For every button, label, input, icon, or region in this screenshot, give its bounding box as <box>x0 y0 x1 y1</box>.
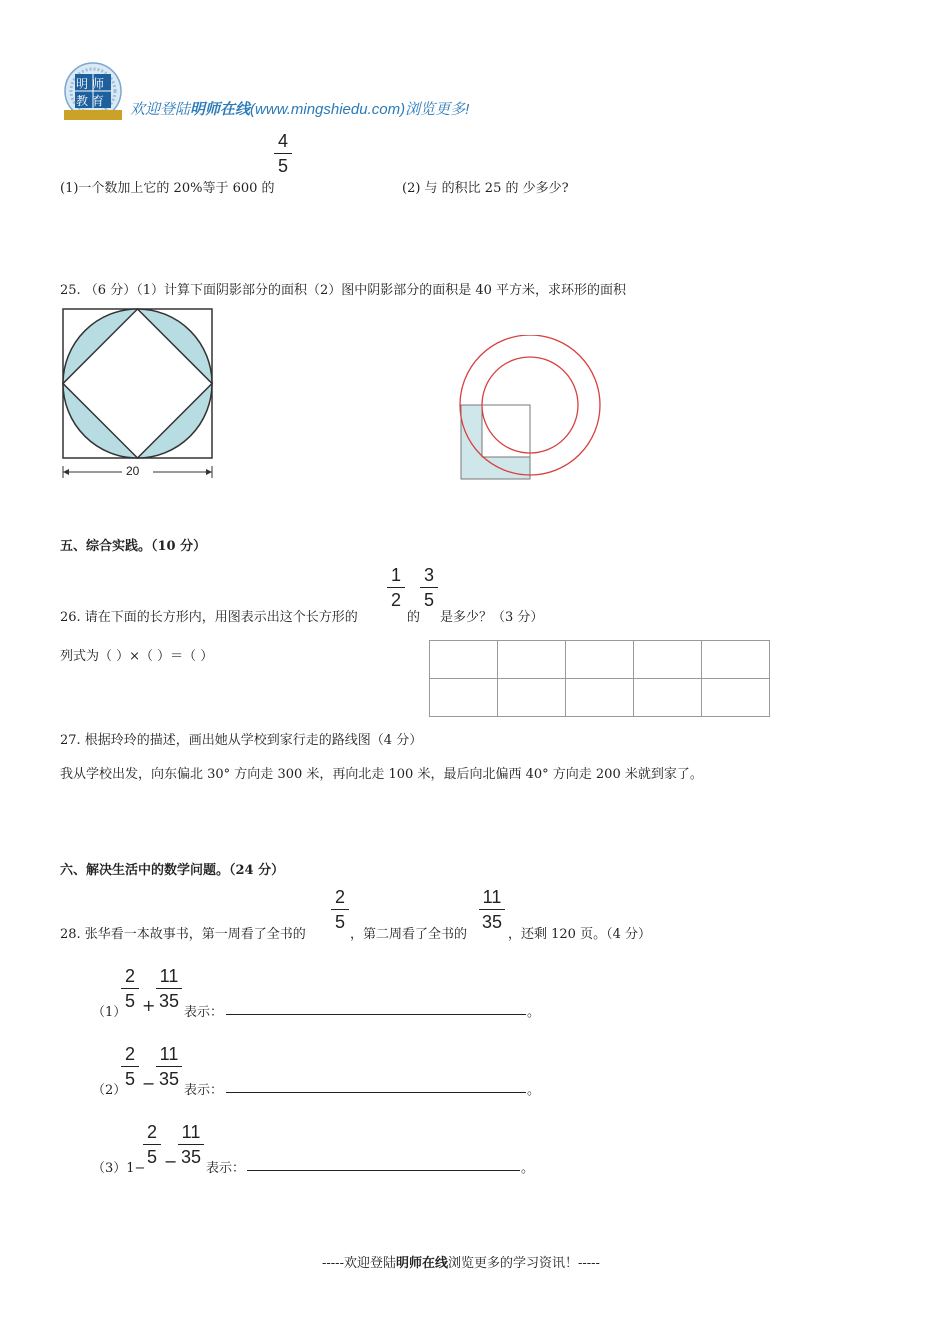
fraction-numerator: 3 <box>423 565 434 585</box>
q25-figure1 <box>58 306 218 486</box>
dimension-label: 20 <box>126 464 140 478</box>
grid-cell[interactable] <box>634 679 702 717</box>
section5-title: 五、综合实践。（10 分） <box>60 539 207 554</box>
q28-sub3-answer-line[interactable] <box>247 1170 520 1171</box>
q28-sub2-tail: 表示： <box>184 1083 224 1098</box>
fraction-denominator: 35 <box>481 912 503 932</box>
q28-sub3-label: （3）1− <box>92 1161 146 1176</box>
q27-question: 27. 根据玲玲的描述，画出她从学校到家行走的路线图（4 分） <box>60 733 423 748</box>
footer <box>322 1252 600 1271</box>
q26-rectangle-grid[interactable] <box>429 640 770 717</box>
q28-sub2-fraction-a <box>121 1043 139 1090</box>
grid-cell[interactable] <box>702 679 770 717</box>
q28-sub3-fraction-a <box>143 1121 161 1168</box>
fraction-numerator: 11 <box>181 1122 201 1142</box>
q24-fraction <box>274 130 292 177</box>
q26-fraction-2 <box>420 564 438 611</box>
fraction-numerator: 2 <box>146 1122 157 1142</box>
grid-cell[interactable] <box>634 641 702 679</box>
q28-sub1-end: 。 <box>527 1005 541 1020</box>
fraction-numerator: 1 <box>390 565 401 585</box>
q28-question-a: 28. 张华看一本故事书，第一周看了全书的 <box>60 927 306 942</box>
fraction-numerator: 11 <box>159 966 179 986</box>
q26-formula: 列式为（ ）×（ ）＝（ ） <box>60 649 214 664</box>
q28-question-c: ，还剩 120 页。（4 分） <box>508 927 651 942</box>
fraction-numerator: 11 <box>482 887 502 907</box>
fraction-denominator: 2 <box>390 590 401 610</box>
fraction-denominator: 35 <box>158 1069 180 1089</box>
q28-sub2-fraction-b <box>156 1043 182 1090</box>
q28-sub1-answer-line[interactable] <box>226 1014 526 1015</box>
fraction-numerator: 4 <box>277 131 288 151</box>
q28-sub1-tail: 表示： <box>184 1005 224 1020</box>
q27-description: 我从学校出发，向东偏北 30° 方向走 300 米，再向北走 100 米，最后向北偏西 40° 方向走 200 米就到家了。 <box>60 767 703 782</box>
fraction-denominator: 5 <box>423 590 434 610</box>
q28-sub1-label: （1） <box>92 1005 127 1020</box>
q26-question-c: 是多少？（3 分） <box>440 610 544 625</box>
fraction-denominator: 5 <box>334 912 345 932</box>
section6-title: 六、解决生活中的数学问题。（24 分） <box>60 863 285 878</box>
q26-fraction-1 <box>387 564 405 611</box>
fraction-numerator: 2 <box>124 1044 135 1064</box>
q28-fraction-b <box>479 886 505 933</box>
fraction-numerator: 11 <box>159 1044 179 1064</box>
q28-sub1-operator: + <box>142 996 156 1015</box>
q28-sub2-end: 。 <box>527 1083 541 1098</box>
logo <box>60 62 126 124</box>
welcome-prefix: 欢迎登陆 <box>130 101 191 118</box>
grid-cell[interactable] <box>566 641 634 679</box>
q28-fraction-a <box>331 886 349 933</box>
q28-question-b: ，第二周看了全书的 <box>350 927 468 942</box>
grid-cell[interactable] <box>498 641 566 679</box>
logo-line1: 明师 <box>76 77 109 91</box>
footer-prefix: -----欢迎登陆 <box>322 1256 396 1271</box>
grid-cell[interactable] <box>430 679 498 717</box>
grid-cell[interactable] <box>702 641 770 679</box>
fraction-denominator: 35 <box>180 1147 202 1167</box>
grid-cell[interactable] <box>430 641 498 679</box>
footer-brand: 明师在线 <box>395 1256 448 1271</box>
q28-sub1-fraction-a <box>121 965 139 1012</box>
welcome-brand: 明师在线 <box>190 101 251 118</box>
fraction-denominator: 5 <box>277 156 288 176</box>
q26-question-b: 的 <box>407 610 421 625</box>
welcome-suffix: (www.mingshiedu.com)浏览更多! <box>250 101 470 118</box>
q25-figure2 <box>455 335 605 485</box>
q28-sub3-fraction-b <box>178 1121 204 1168</box>
fraction-denominator: 5 <box>146 1147 157 1167</box>
header-welcome <box>130 98 469 119</box>
q26-question-a: 26. 请在下面的长方形内，用图表示出这个长方形的 <box>60 610 358 625</box>
q28-sub2-label: （2） <box>92 1083 127 1098</box>
fraction-denominator: 35 <box>158 991 180 1011</box>
fraction-denominator: 5 <box>124 1069 135 1089</box>
q28-sub1-fraction-b <box>156 965 182 1012</box>
grid-cell[interactable] <box>566 679 634 717</box>
logo-line2: 教育 <box>76 94 109 108</box>
q24-part1: (1)一个数加上它的 20%等于 600 的 <box>60 181 275 196</box>
fraction-numerator: 2 <box>124 966 135 986</box>
q28-sub2-answer-line[interactable] <box>226 1092 526 1093</box>
footer-suffix: 浏览更多的学习资讯！----- <box>447 1256 600 1271</box>
q28-sub3-end: 。 <box>521 1161 535 1176</box>
fraction-denominator: 5 <box>124 991 135 1011</box>
q28-sub3-operator: − <box>164 1152 178 1171</box>
q25-question: 25. （6 分）（1）计算下面阴影部分的面积（2）图中阴影部分的面积是 40 平方米，求环形的面积 <box>60 283 627 298</box>
fraction-numerator: 2 <box>334 887 345 907</box>
q28-sub3-tail: 表示： <box>206 1161 246 1176</box>
q24-part2: (2) 与 的积比 25 的 少多少? <box>402 181 569 196</box>
grid-cell[interactable] <box>498 679 566 717</box>
q28-sub2-operator: − <box>142 1074 156 1093</box>
